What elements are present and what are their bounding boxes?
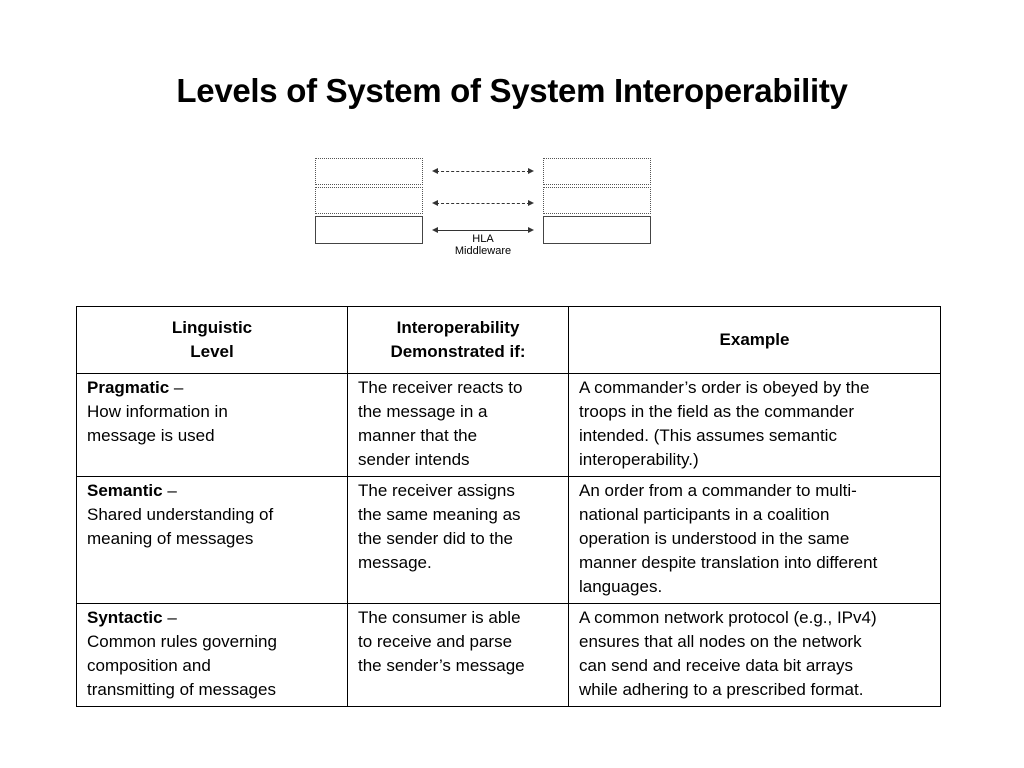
demonstrated-cell: The consumer is able to receive and parse the sender’s message bbox=[348, 604, 569, 707]
level-name: Pragmatic bbox=[87, 378, 170, 397]
example-cell: A commander’s order is obeyed by the troops in the field as the commander intended. (This assumes semantic interoperability.) bbox=[569, 374, 941, 477]
level-cell: Semantic – Shared understanding of meaning of messages bbox=[77, 477, 348, 604]
hla-layer-diagram bbox=[0, 0, 1024, 280]
level-cell: Pragmatic – How information in message is used bbox=[77, 374, 348, 477]
demonstrated-cell: The receiver assigns the same meaning as the sender did to the message. bbox=[348, 477, 569, 604]
table-row-semantic bbox=[77, 477, 941, 604]
upper-dashed-arrow bbox=[432, 171, 534, 173]
right-base-layer-box bbox=[543, 216, 651, 244]
middle-dashed-arrow bbox=[432, 203, 534, 205]
demonstrated-cell: The receiver reacts to the message in a manner that the sender intends bbox=[348, 374, 569, 477]
header-demonstrated-if: Interoperability Demonstrated if: bbox=[348, 307, 569, 374]
right-upper-layer-box bbox=[543, 158, 651, 185]
left-base-layer-box bbox=[315, 216, 423, 244]
right-middle-layer-box bbox=[543, 187, 651, 214]
middleware-label bbox=[430, 233, 536, 257]
table-row-syntactic bbox=[77, 604, 941, 707]
left-upper-layer-box bbox=[315, 158, 423, 185]
header-example: Example bbox=[569, 307, 941, 374]
level-name: Semantic bbox=[87, 481, 163, 500]
middleware-label-line2: Middleware bbox=[454, 245, 512, 257]
interoperability-table bbox=[76, 306, 941, 707]
level-cell: Syntactic – Common rules governing composition and transmitting of messages bbox=[77, 604, 348, 707]
middleware-label-line1: HLA bbox=[472, 233, 494, 245]
slide-title: Levels of System of System Interoperability bbox=[176, 72, 848, 109]
table-row-pragmatic bbox=[77, 374, 941, 477]
header-linguistic-level: Linguistic Level bbox=[77, 307, 348, 374]
table-header-row bbox=[77, 307, 941, 374]
left-middle-layer-box bbox=[315, 187, 423, 214]
example-cell: A common network protocol (e.g., IPv4) ensures that all nodes on the network can send and receive data bit arrays while adhering to a prescribed format. bbox=[569, 604, 941, 707]
example-cell: An order from a commander to multi- national participants in a coalition operation is understood in the same manner despite translation into different languages. bbox=[569, 477, 941, 604]
level-name: Syntactic bbox=[87, 608, 163, 627]
middleware-arrow bbox=[432, 230, 534, 232]
